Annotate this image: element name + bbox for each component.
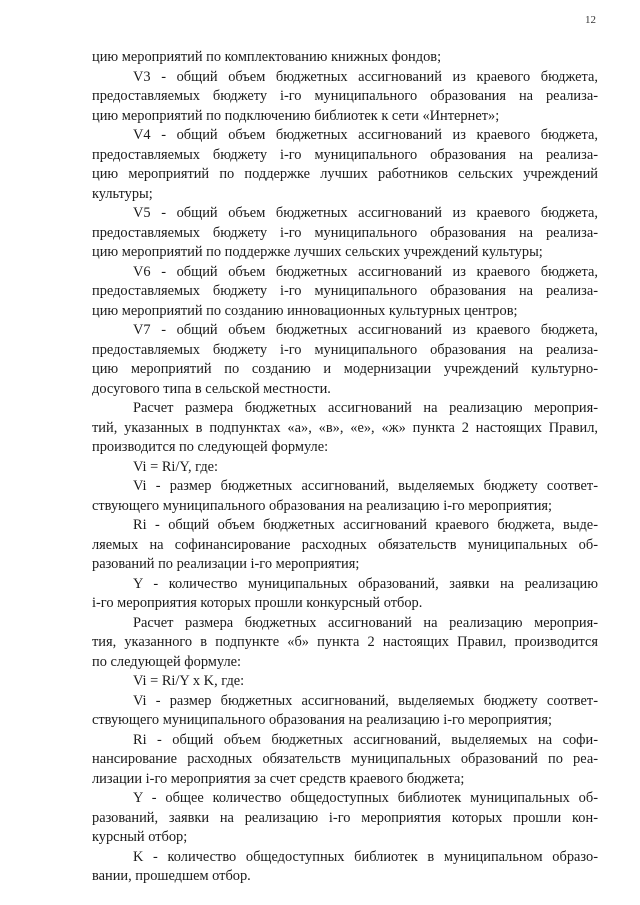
text-line: курсный отбор; [92,829,188,845]
text-line: Ri - общий объем бюджетных ассигнований, выделяемых на софи- [133,731,598,748]
text-line: Vi = Ri/Y, где: [133,458,219,475]
page-number: 12 [585,14,596,26]
text-line: K - количество общедоступных библиотек в муниципальном образо- [133,848,598,865]
text-line: цию мероприятий по комплектованию книжных фондов; [92,49,442,65]
text-line: Y - общее количество общедоступных библиотек муниципальных об- [133,790,598,806]
text-line: ляемых на софинансирование расходных обязательств муниципальных об- [92,536,598,553]
text-line: производится по следующей формуле: [92,439,329,455]
text-line: предоставляемых бюджету i-го муниципального образования на реализа- [92,341,598,358]
text-line: Vi = Ri/Y x K, где: [133,673,245,689]
text-line: V5 - общий объем бюджетных ассигнований из краевого бюджета, [133,205,598,221]
text-line: разований, заявки на реализацию i-го мероприятия которых прошли кон- [92,809,598,826]
text-line: V3 - общий объем бюджетных ассигнований из краевого бюджета, [133,68,598,85]
text-line: Vi - размер бюджетных ассигнований, выделяемых бюджету соответ- [133,478,598,494]
document-body [92,48,598,887]
text-line: культуры; [92,185,153,202]
text-line: цию мероприятий по поддержке лучших сельских учреждений культуры; [92,244,543,260]
text-line: предоставляемых бюджету i-го муниципального образования на реализа- [92,283,598,299]
text-line: цию мероприятий по подключению библиотек к сети «Интернет»; [92,107,500,124]
text-line: по следующей формуле: [92,653,242,670]
text-line: Расчет размера бюджетных ассигнований на реализацию мероприя- [133,400,598,416]
text-line: предоставляемых бюджету i-го муниципального образования на реализа- [92,224,598,241]
text-line: предоставляемых бюджету i-го муниципального образования на реализа- [92,88,598,104]
text-line: Расчет размера бюджетных ассигнований на реализацию мероприя- [133,614,598,631]
text-line: лизации i-го мероприятия за счет средств краевого бюджета; [92,770,465,787]
text-line: Ri - общий объем бюджетных ассигнований краевого бюджета, выде- [133,517,598,533]
text-line: i-го мероприятия которых прошли конкурсный отбор. [92,595,423,611]
text-line: цию мероприятий по созданию и модернизации учреждений культурно- [92,361,598,377]
text-line: вании, прошедшем отбор. [92,868,251,884]
text-line: предоставляемых бюджету i-го муниципального образования на реализа- [92,146,598,163]
text-line: Vi - размер бюджетных ассигнований, выделяемых бюджету соответ- [133,692,598,709]
text-line: досугового типа в сельской местности. [92,380,331,397]
text-line: цию мероприятий по поддержке лучших работников сельских учреждений [92,166,598,182]
text-line: ствующего муниципального образования на реализацию i-го мероприятия; [92,712,553,728]
text-line: V7 - общий объем бюджетных ассигнований из краевого бюджета, [133,322,598,338]
text-line: тия, указанного в подпункте «б» пункта 2 настоящих Правил, производится [92,634,598,650]
text-line: Y - количество муниципальных образований, заявки на реализацию [133,575,598,592]
text-line: V4 - общий объем бюджетных ассигнований из краевого бюджета, [133,127,598,143]
text-line: цию мероприятий по созданию инновационных культурных центров; [92,302,518,319]
text-line: разований по реализации i-го мероприятия; [92,556,360,572]
text-line: тий, указанных в подпунктах «а», «в», «е», «ж» пункта 2 настоящих Правил, [92,419,598,436]
text-line: V6 - общий объем бюджетных ассигнований из краевого бюджета, [133,263,598,280]
text-line: нансирование расходных обязательств муниципальных образований по реа- [92,751,598,767]
text-line: ствующего муниципального образования на реализацию i-го мероприятия; [92,497,553,514]
